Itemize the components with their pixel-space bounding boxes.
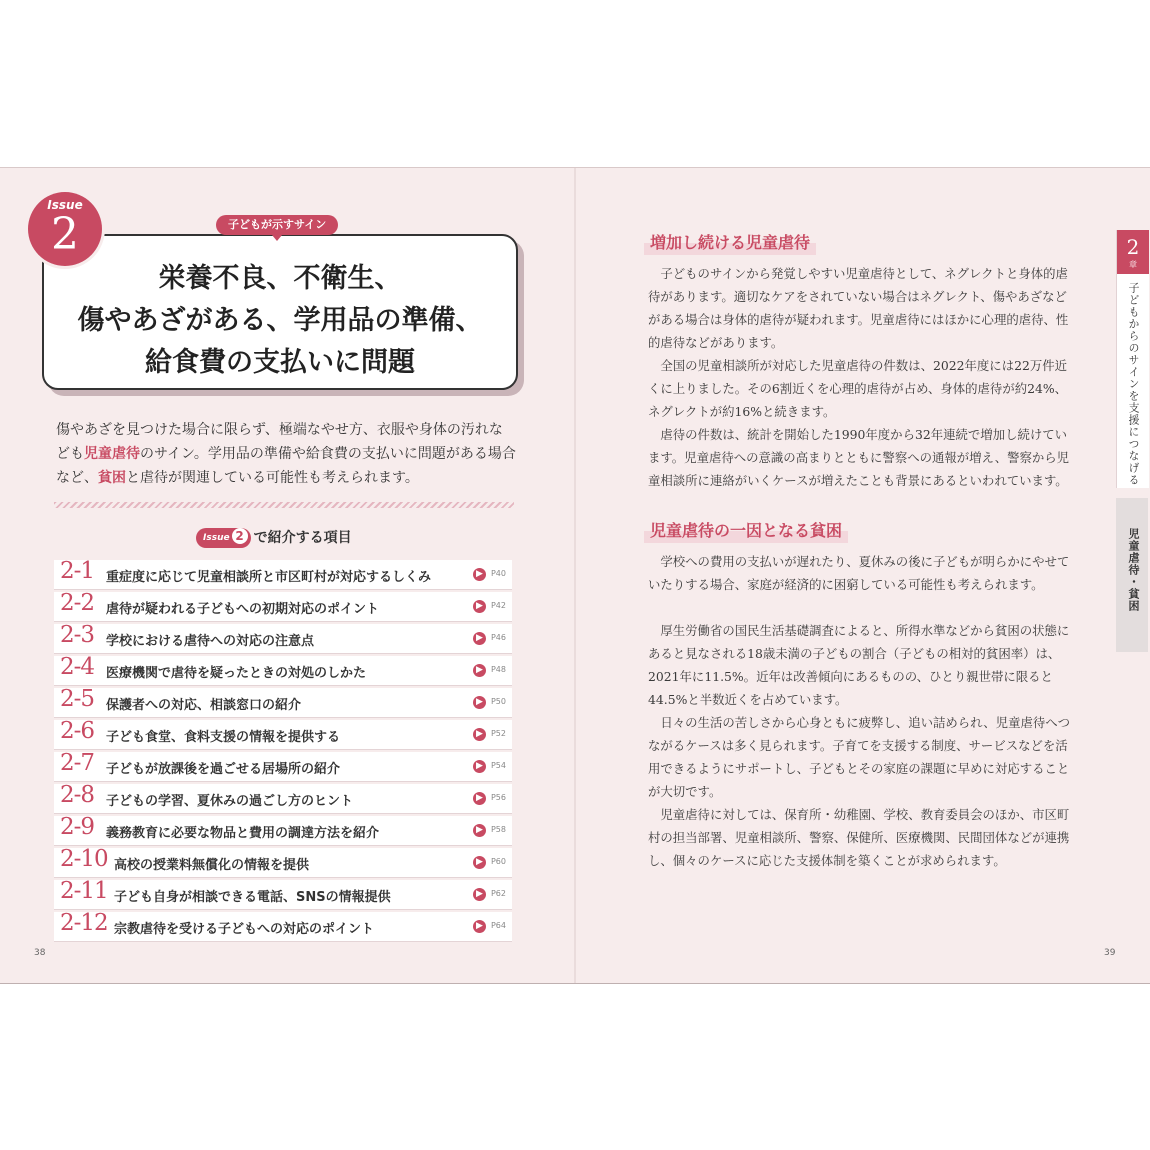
body-paragraph: 厚生労働省の国民生活基礎調査によると、所得水準などから貧困の状態にあると見なされる18歳未満の子どもの割合（子どもの相対的貧困率）は、2021年に11.5%。近年は改善傾向にあるものの、ひとり親世帯に限ると44.5%と半数近くを占めています。 — [648, 623, 1070, 707]
arrow-right-icon: ▶ — [473, 824, 486, 837]
chapter-tab[interactable] — [1116, 230, 1149, 488]
topic-row[interactable] — [54, 720, 512, 750]
page-reference: P46 — [490, 633, 506, 642]
section-tab[interactable] — [1116, 498, 1148, 652]
arrow-right-icon: ▶ — [473, 888, 486, 901]
topic-row[interactable] — [54, 752, 512, 782]
topic-number: 2-8 — [60, 782, 95, 808]
topic-title: 子ども自身が相談できる電話、SNSの情報提供 — [114, 890, 391, 905]
page-reference: P58 — [490, 825, 506, 834]
topics-list — [54, 560, 512, 944]
issue-badge — [28, 192, 102, 266]
topic-title: 義務教育に必要な物品と費用の調達方法を紹介 — [106, 826, 380, 841]
page-reference: P52 — [490, 729, 506, 738]
arrow-right-icon: ▶ — [473, 728, 486, 741]
arrow-right-icon: ▶ — [473, 792, 486, 805]
arrow-right-icon: ▶ — [473, 568, 486, 581]
section-tab-label: 児童虐待・貧困 — [1127, 528, 1140, 612]
page-number-right: 39 — [1104, 948, 1116, 958]
page-reference: P60 — [490, 857, 506, 866]
page-title-line: 栄養不良、不衛生、 — [158, 263, 402, 294]
topic-title: 高校の授業料無償化の情報を提供 — [114, 858, 310, 873]
topics-heading — [196, 526, 352, 550]
topic-row[interactable] — [54, 912, 512, 942]
intro-part: のサイン。学用品の準備や給食費の支払いに問題がある場合など、 — [56, 446, 516, 486]
topic-number: 2-4 — [60, 654, 95, 680]
section-heading: 増加し続ける児童虐待 — [644, 228, 816, 255]
chapter-label: 章 — [1129, 260, 1137, 269]
topic-number: 2-12 — [60, 910, 108, 936]
page-reference: P50 — [490, 697, 506, 706]
arrow-right-icon: ▶ — [473, 696, 486, 709]
body-paragraph: 子どものサインから発覚しやすい児童虐待として、ネグレクトと身体的虐待があります。適切なケアをされていない場合はネグレクト、傷やあざなどがある場合は身体的虐待が疑われます。児童虐待にはほかに心理的虐待、性的虐待などがあります。 — [648, 266, 1069, 350]
title-box — [42, 234, 518, 390]
gutter — [574, 168, 576, 983]
topic-number: 2-9 — [60, 814, 95, 840]
topic-row[interactable] — [54, 688, 512, 718]
page-reference: P64 — [490, 921, 506, 930]
decorative-divider — [54, 502, 514, 508]
page-title-line: 傷やあざがある、学用品の準備、 — [77, 305, 483, 336]
topic-row[interactable] — [54, 784, 512, 814]
topic-row[interactable] — [54, 656, 512, 686]
issue-badge-number: 2 — [51, 209, 79, 260]
topic-title: 子どもの学習、夏休みの過ごし方のヒント — [106, 794, 354, 809]
topic-title: 子ども食堂、食料支援の情報を提供する — [106, 730, 341, 745]
mini-issue-word: Issue — [203, 533, 230, 543]
body-paragraph: 児童虐待に対しては、保育所・幼稚園、学校、教育委員会のほか、市区町村の担当部署、児童相談所、警察、保健所、医療機関、民間団体などが連携し、個々のケースに応じた支援体制を築くことが求められます。 — [648, 807, 1070, 868]
topic-number: 2-1 — [60, 558, 95, 584]
topic-row[interactable] — [54, 624, 512, 654]
topic-row[interactable] — [54, 848, 512, 878]
topic-title: 虐待が疑われる子どもへの初期対応のポイント — [106, 602, 380, 617]
intro-part: 傷やあざを見つけた場合に限らず、極端なやせ方、衣服や身体の汚れなども — [56, 422, 503, 462]
arrow-right-icon: ▶ — [473, 600, 486, 613]
topics-heading-text: で紹介する項目 — [253, 530, 352, 546]
section-heading: 児童虐待の一因となる貧困 — [644, 516, 848, 543]
intro-part: と虐待が関連している可能性も考えられます。 — [126, 470, 419, 486]
chapter-title: 子どもからのサインを支援につなげる — [1127, 282, 1140, 486]
mini-issue-badge — [196, 528, 251, 548]
intro-text — [56, 418, 516, 490]
topic-title: 重症度に応じて児童相談所と市区町村が対応するしくみ — [106, 570, 432, 585]
topic-row[interactable] — [54, 816, 512, 846]
page-reference: P54 — [490, 761, 506, 770]
topic-number: 2-6 — [60, 718, 95, 744]
sign-label: 子どもが示すサイン — [216, 215, 338, 235]
page-title-line: 給食費の支払いに問題 — [145, 347, 415, 378]
topic-number: 2-5 — [60, 686, 95, 712]
topic-number: 2-11 — [60, 878, 108, 904]
arrow-right-icon: ▶ — [473, 920, 486, 933]
body-paragraph: 全国の児童相談所が対応した児童虐待の件数は、2022年度には22万件近くに上りました。その6割近くを心理的虐待が占め、身体的虐待が約24%、ネグレクトが約16%と続きます。 — [648, 358, 1068, 419]
page-reference: P56 — [490, 793, 506, 802]
mini-issue-number: 2 — [232, 528, 248, 544]
body-paragraph: 虐待の件数は、統計を開始した1990年度から32年連続で増加し続けています。児童虐待への意識の高まりとともに警察への通報が増え、警察から児童相談所に連絡がいくケースが増えたことも背景にあるといわれています。 — [648, 427, 1070, 488]
book-spread — [0, 167, 1150, 984]
page-reference: P42 — [490, 601, 506, 610]
topic-title: 保護者への対応、相談窓口の紹介 — [106, 698, 302, 713]
topic-row[interactable] — [54, 880, 512, 910]
page-reference: P62 — [490, 889, 506, 898]
topic-title: 学校における虐待への対応の注意点 — [106, 634, 315, 649]
topic-title: 宗教虐待を受ける子どもへの対応のポイント — [114, 922, 375, 937]
arrow-right-icon: ▶ — [473, 664, 486, 677]
body-paragraph: 日々の生活の苦しさから心身ともに疲弊し、追い詰められ、児童虐待へつながるケースは多く見られます。子育てを支援する制度、サービスなどを活用できるようにサポートし、子どもとその家庭の課題に早めに対応することが大切です。 — [648, 715, 1071, 799]
topic-number: 2-10 — [60, 846, 108, 872]
topic-row[interactable] — [54, 592, 512, 622]
page-reference: P40 — [490, 569, 506, 578]
arrow-right-icon: ▶ — [473, 760, 486, 773]
topic-title: 子どもが放課後を過ごせる居場所の紹介 — [106, 762, 341, 777]
chapter-badge — [1117, 230, 1149, 274]
page-number-left: 38 — [34, 948, 46, 958]
intro-highlight: 児童虐待 — [84, 446, 140, 462]
arrow-right-icon: ▶ — [473, 856, 486, 869]
body-paragraph: 学校への費用の支払いが遅れたり、夏休みの後に子どもが明らかにやせていたりする場合、家庭が経済的に困窮している可能性も考えられます。 — [648, 554, 1070, 592]
topic-row[interactable] — [54, 560, 512, 590]
topic-number: 2-7 — [60, 750, 95, 776]
chapter-number: 2 — [1126, 235, 1140, 259]
topic-number: 2-2 — [60, 590, 95, 616]
page-reference: P48 — [490, 665, 506, 674]
intro-highlight: 貧困 — [98, 470, 126, 486]
topic-number: 2-3 — [60, 622, 95, 648]
arrow-right-icon: ▶ — [473, 632, 486, 645]
topic-title: 医療機関で虐待を疑ったときの対処のしかた — [106, 666, 367, 681]
issue-badge-word: Issue — [47, 198, 83, 212]
